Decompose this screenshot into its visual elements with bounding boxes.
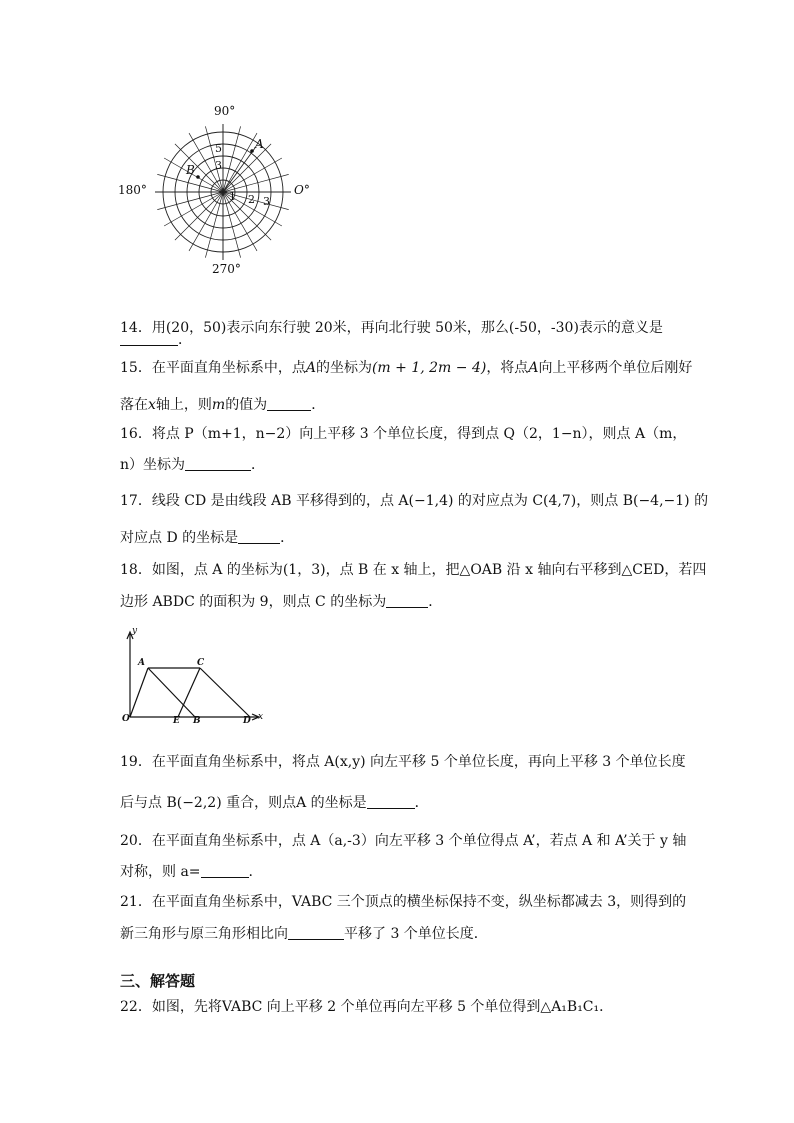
question-text: 边形 ABDC 的面积为 9，则点 C 的坐标为: [120, 594, 387, 610]
section-heading: 三、解答题: [120, 972, 196, 990]
answer-blank[interactable]: [367, 794, 415, 809]
question-text: 平移了 3 个单位长度．: [344, 926, 488, 942]
polar-point-a: A: [255, 137, 264, 151]
polar-ring-label: 3: [263, 195, 270, 208]
question-19-line2: [120, 793, 429, 813]
question-text: 的值为: [225, 397, 268, 413]
question-text: 如图，先将VABC 向上平移 2 个单位再向左平移 5 个单位得到△A₁B₁C₁．: [151, 999, 614, 1015]
question-16-line2: [120, 455, 265, 475]
question-number: 22．: [120, 999, 152, 1015]
question-text: 的坐标为: [315, 360, 372, 376]
answer-blank[interactable]: [120, 331, 178, 346]
question-end: ．: [251, 457, 266, 473]
answer-blank[interactable]: [386, 593, 428, 608]
coordinate-expression: (m + 1, 2m − 4): [371, 360, 487, 376]
answer-blank[interactable]: [288, 925, 344, 940]
question-14: [120, 318, 663, 338]
var-x: x: [148, 397, 156, 413]
question-number: 21．: [120, 894, 152, 910]
question-text: 如图，点 A 的坐标为(1，3)，点 B 在 x 轴上，把△OAB 沿 x 轴向右平移到△CED，若四: [151, 562, 707, 578]
question-text: 在平面直角坐标系中，VABC 三个顶点的横坐标保持不变，纵坐标都减去 3，则得到的: [151, 894, 687, 910]
question-19: [120, 752, 686, 772]
question-14-continuation: [120, 330, 192, 350]
question-number: 15．: [120, 360, 152, 376]
question-number: 16．: [120, 426, 152, 442]
answer-blank[interactable]: [185, 456, 251, 471]
question-text: 新三角形与原三角形相比向: [120, 926, 288, 942]
var-a: A: [305, 360, 316, 376]
var-m: m: [211, 397, 226, 413]
point-e-label: E: [173, 716, 180, 726]
polar-ring-label: 5: [215, 142, 222, 155]
question-18: [120, 560, 706, 580]
question-15-line2: [120, 395, 325, 415]
question-text: ，将点: [486, 360, 529, 376]
question-text: n）坐标为: [120, 457, 186, 473]
polar-grid-svg: [118, 104, 318, 279]
question-text: 向上平移两个单位后刚好: [538, 360, 693, 376]
question-text: 在平面直角坐标系中，点 A（a,-3）向左平移 3 个单位得点 A’，若点 A 和 A’关于 y 轴: [151, 833, 687, 849]
question-number: 14．: [120, 320, 152, 336]
polar-ring-label: 1: [229, 190, 236, 203]
question-end: ．: [428, 594, 443, 610]
question-end: ．: [311, 397, 326, 413]
polar-label-90: 90°: [214, 104, 236, 118]
question-text: 线段 CD 是由线段 AB 平移得到的，点 A(−1,4) 的对应点为 C(4,7)，则点 B(−4,−1) 的: [151, 493, 709, 509]
point-b-label: B: [193, 716, 201, 726]
question-end: ．: [280, 530, 295, 546]
trapezoid-figure: [118, 626, 268, 728]
question-21: [120, 892, 686, 912]
question-text: 用(20，50)表示向东行驶 20米，再向北行驶 50米，那么(-50，-30)表示的意义是: [151, 320, 663, 336]
polar-ring-label: 3: [215, 159, 222, 172]
polar-ray: [223, 133, 257, 192]
polar-ring-label: 2: [248, 193, 255, 206]
question-text: 在平面直角坐标系中，点: [151, 360, 306, 376]
question-number: 19．: [120, 754, 152, 770]
question-17-line2: [120, 528, 294, 548]
question-21-line2: [120, 924, 488, 944]
question-text: 后与点 B(−2,2) 重合，则点A 的坐标是: [120, 795, 367, 811]
question-end: ．: [178, 332, 192, 348]
polar-label-270: 270°: [212, 262, 241, 276]
point-o-label: O: [122, 714, 130, 724]
polar-label-180: 180°: [118, 183, 147, 197]
point-a-label: A: [138, 658, 145, 668]
question-20: [120, 831, 686, 851]
question-16: [120, 424, 686, 444]
question-18-line2: [120, 592, 442, 612]
point-d-label: D: [243, 716, 251, 726]
var-a: A: [528, 360, 539, 376]
polar-ray: [164, 192, 223, 226]
polar-label-0: O°: [294, 183, 310, 197]
question-20-line2: [120, 862, 253, 882]
question-end: .: [248, 864, 253, 880]
answer-blank[interactable]: [238, 529, 280, 544]
question-end: ．: [414, 795, 429, 811]
axis-y-label: y: [132, 626, 138, 636]
answer-blank[interactable]: [201, 863, 249, 878]
question-number: 18．: [120, 562, 152, 578]
polar-ray: [223, 158, 282, 192]
question-22: [120, 997, 613, 1017]
polar-ray: [175, 192, 223, 240]
polar-ray: [223, 144, 271, 192]
question-number: 20．: [120, 833, 152, 849]
trapezoid-svg: [118, 626, 268, 728]
question-text: 对应点 D 的坐标是: [120, 530, 239, 546]
question-number: 17．: [120, 493, 152, 509]
question-text: 对称，则 a=: [120, 864, 201, 880]
question-text: 在平面直角坐标系中，将点 A(x,y) 向左平移 5 个单位长度，再向上平移 3 个单位长度: [151, 754, 686, 770]
axis-x-label: x: [258, 712, 264, 722]
polar-point-b: B: [186, 163, 195, 177]
question-15: [120, 358, 692, 378]
answer-blank[interactable]: [267, 396, 311, 411]
question-17: [120, 491, 708, 511]
question-text: 落在: [120, 397, 148, 413]
point-c-label: C: [197, 658, 205, 668]
question-text: 轴上，则: [155, 397, 212, 413]
polar-figure: [118, 104, 318, 279]
question-text: 将点 P（m+1，n−2）向上平移 3 个单位长度，得到点 Q（2，1−n），则点 A（m，: [151, 426, 687, 442]
polar-ray: [189, 192, 223, 251]
